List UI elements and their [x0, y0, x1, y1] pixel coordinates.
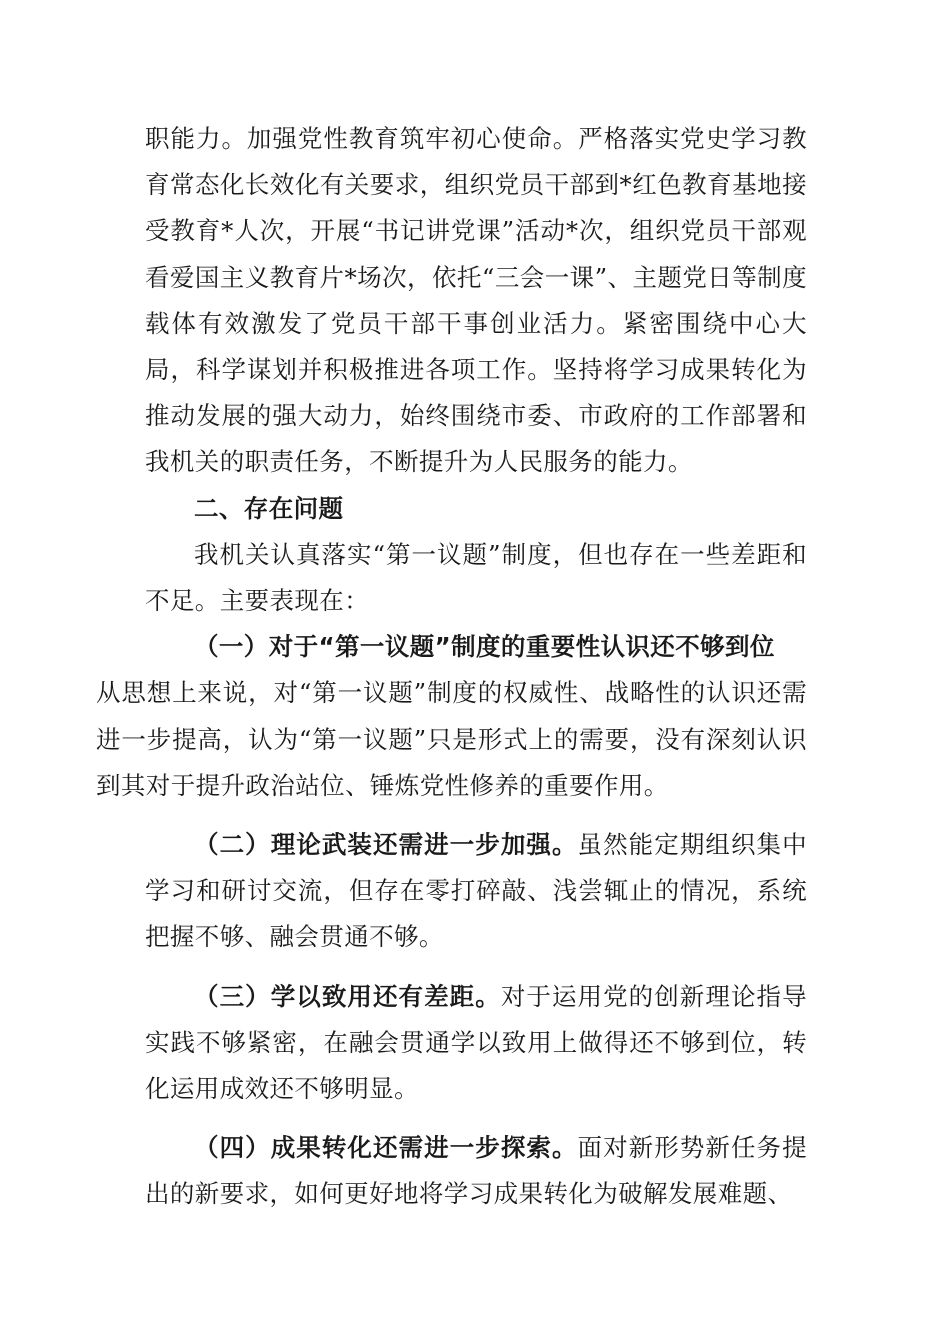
- issue-heading: （三）学以致用还有差距。: [194, 981, 501, 1011]
- issue-heading: （四）成果转化还需进一步探索。: [194, 1133, 578, 1163]
- section-heading: 二、存在问题: [194, 493, 344, 523]
- issue-item-4: [145, 1125, 807, 1217]
- spacer: [145, 809, 807, 822]
- issue-item-2: [145, 822, 807, 961]
- issue-body: 面对新形势新任务提出的新要求，如何更好地将学习成果转化为破解发展难题、: [145, 1133, 807, 1209]
- spacer: [145, 1112, 807, 1125]
- intro-paragraph: 我机关认真落实“第一议题”制度，但也存在一些差距和不足。主要表现在：: [145, 539, 807, 616]
- document-body: [96, 116, 807, 1218]
- issue-heading: （一）对于“第一议题”制度的重要性认识还不够到位: [194, 632, 775, 662]
- body-paragraph: 职能力。加强党性教育筑牢初心使命。严格落实党史学习教育常态化长效化有关要求，组织党员干部到*红色教育基地接受教育*人次，开展“书记讲党课”活动*次，组织党员干部观看爱国主义教育片*场次，依托“三会一课”、主题党日等制度载体有效激发了党员干部干事创业活力。紧密围绕中心大局，科学谋划并积极推进各项工作。坚持将学习成果转化为推动发展的强大动力，始终围绕市委、市政府的工作部署和我机关的职责任务，不断提升为人民服务的能力。: [145, 124, 807, 477]
- issue-heading: （二）理论武装还需进一步加强。: [194, 830, 578, 860]
- issue-body: 从思想上来说，对“第一议题”制度的权威性、战略性的认识还需进一步提高，认为“第一议题”只是形式上的需要，没有深刻认识到其对于提升政治站位、锤炼党性修养的重要作用。: [96, 678, 807, 800]
- issue-body: 对于运用党的创新理论指导实践不够紧密，在融会贯通学以致用上做得还不够到位，转化运用成效还不够明显。: [145, 981, 807, 1104]
- issue-item-1: [96, 624, 807, 809]
- issue-item-3: [145, 974, 807, 1113]
- spacer: [145, 961, 807, 974]
- issue-body: 虽然能定期组织集中学习和研讨交流，但存在零打碎敲、浅尝辄止的情况，系统把握不够、融会贯通不够。: [145, 830, 807, 952]
